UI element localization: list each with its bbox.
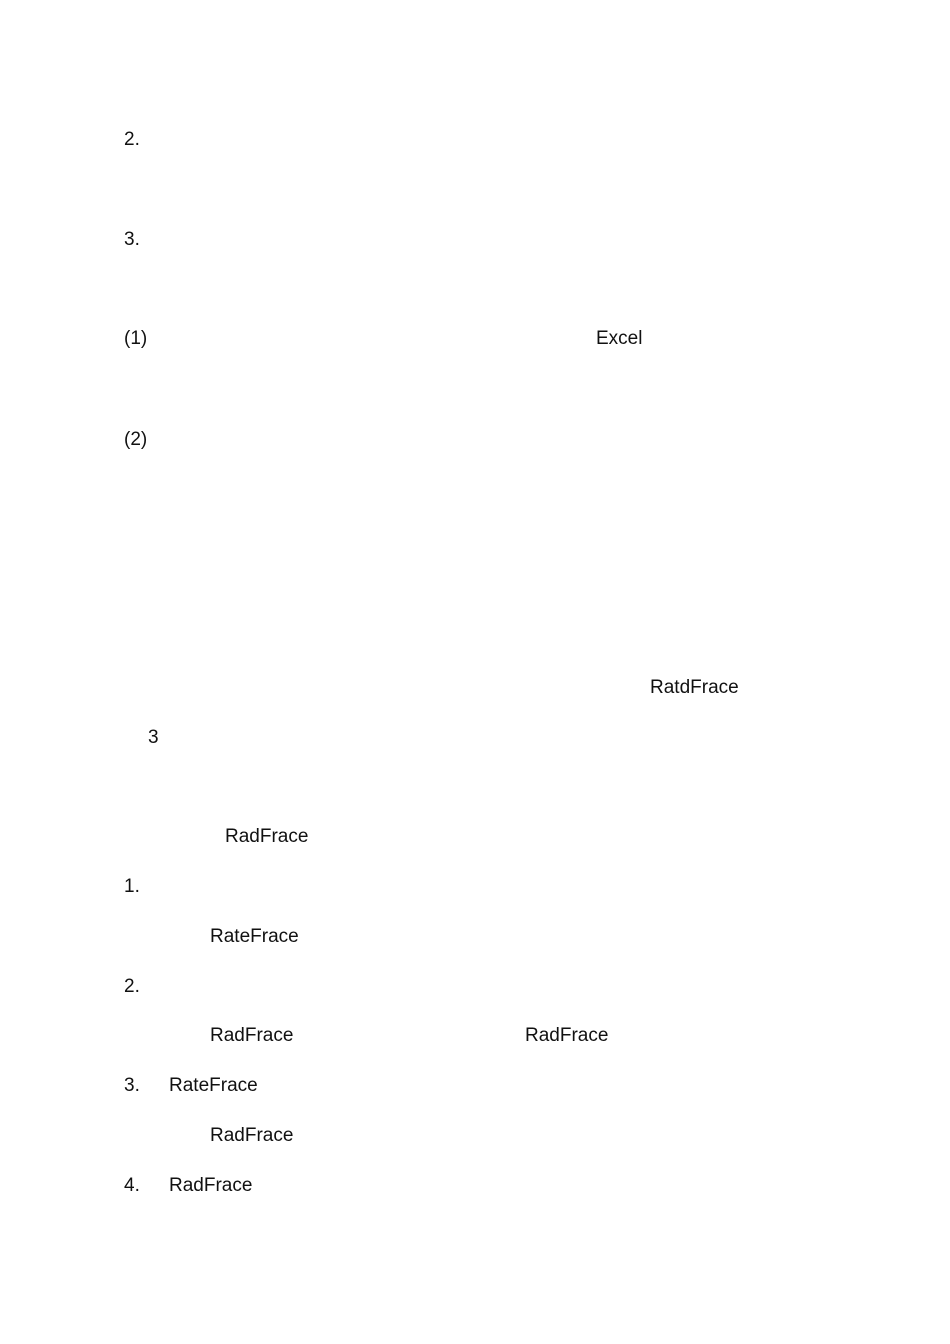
step-number-4: 4. bbox=[124, 1175, 140, 1196]
step-number-1: 1. bbox=[124, 876, 140, 897]
radfrace-heading: RadFrace bbox=[225, 826, 309, 847]
excel-text: Excel bbox=[596, 328, 643, 349]
list-number-3: 3. bbox=[124, 229, 140, 250]
figure-number: 3 bbox=[148, 727, 159, 748]
radfrace-text: RadFrace bbox=[210, 1125, 294, 1146]
item-marker-1: (1) bbox=[124, 328, 148, 349]
step-number-3: 3. bbox=[124, 1075, 140, 1096]
item-marker-2: (2) bbox=[124, 429, 148, 450]
list-number-2: 2. bbox=[124, 129, 140, 150]
radfrace-text: RadFrace bbox=[169, 1175, 253, 1196]
ratdfrace-text: RatdFrace bbox=[650, 677, 739, 698]
ratefrace-text: RateFrace bbox=[169, 1075, 258, 1096]
radfrace-text: RadFrace bbox=[525, 1025, 609, 1046]
ratefrace-text: RateFrace bbox=[210, 926, 299, 947]
radfrace-text: RadFrace bbox=[210, 1025, 294, 1046]
step-number-2: 2. bbox=[124, 976, 140, 997]
